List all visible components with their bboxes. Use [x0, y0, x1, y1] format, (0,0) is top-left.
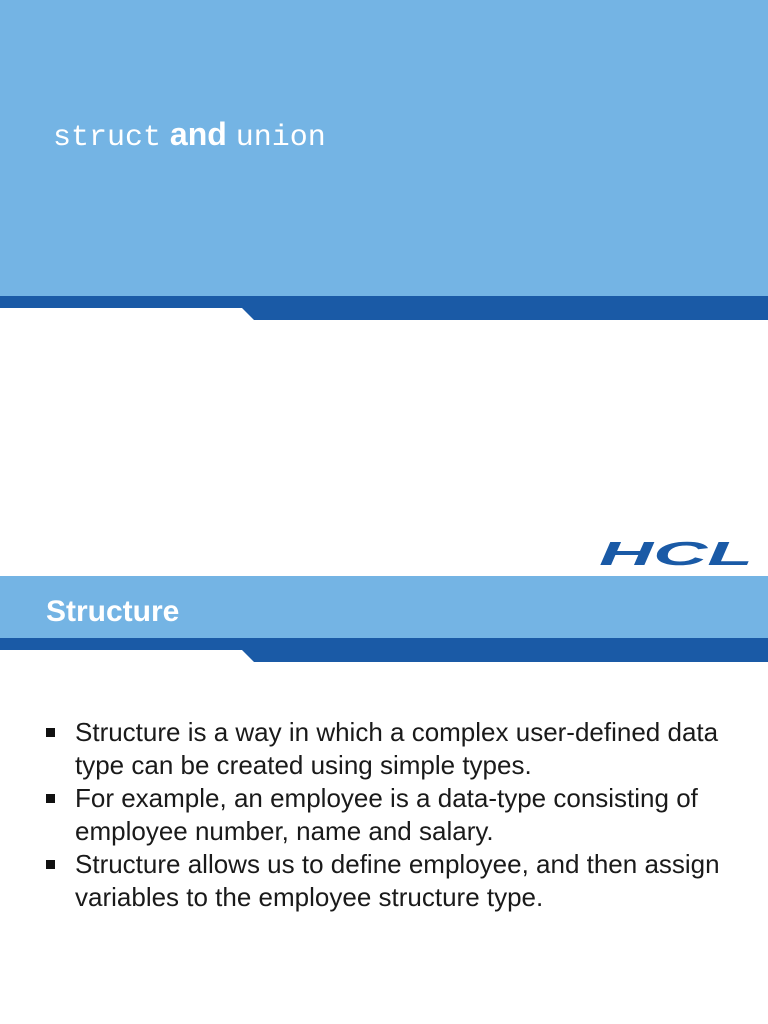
bullet-text: Structure allows us to define employee, and then assign variables to the employee structure type.	[75, 849, 720, 912]
hcl-logo-text: HCL	[599, 538, 753, 568]
bullet-list	[46, 716, 736, 914]
title-conjunction: and	[169, 116, 227, 152]
bullet-square-icon	[46, 860, 55, 869]
hcl-logo	[598, 538, 754, 568]
title-band-accent	[0, 296, 768, 320]
bullet-item	[46, 848, 736, 914]
bullet-square-icon	[46, 794, 55, 803]
title-keyword-union: union	[235, 121, 326, 155]
bullet-text: For example, an employee is a data-type consisting of employee number, name and salary.	[75, 783, 698, 846]
bullet-square-icon	[46, 728, 55, 737]
bullet-item	[46, 716, 736, 782]
bullet-text: Structure is a way in which a complex user-defined data type can be created using simple types.	[75, 717, 719, 780]
bullet-item	[46, 782, 736, 848]
title-keyword-struct: struct	[53, 121, 162, 155]
content-slide	[0, 576, 768, 1024]
slide-title	[53, 112, 326, 160]
heading-band-accent	[0, 638, 768, 662]
section-heading: Structure	[46, 595, 180, 628]
